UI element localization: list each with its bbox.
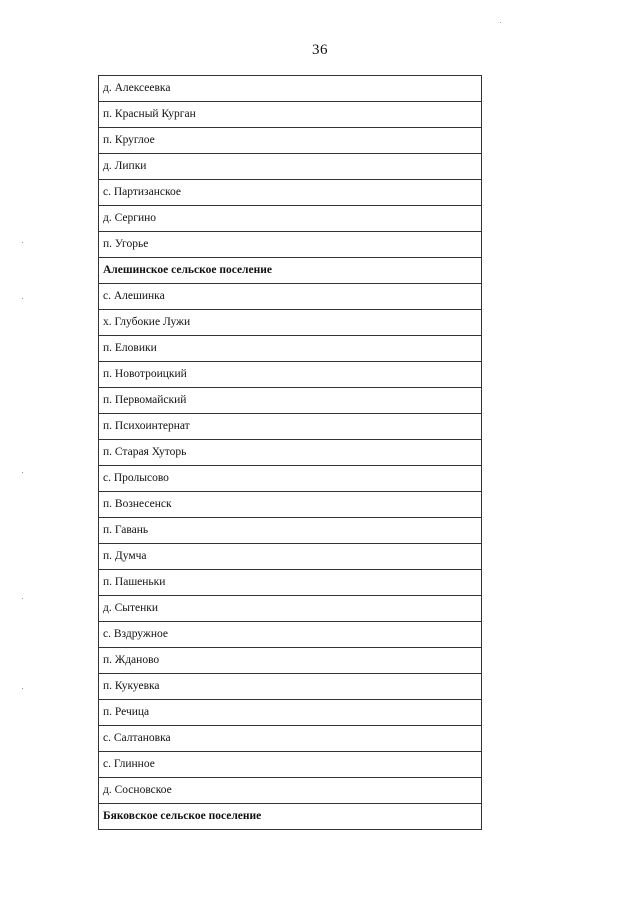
- table-row: [99, 700, 482, 726]
- table-row: [99, 310, 482, 336]
- settlement-cell: п. Красный Курган: [99, 102, 482, 128]
- table-row: [99, 362, 482, 388]
- settlement-cell: с. Пролысово: [99, 466, 482, 492]
- scan-speck: [22, 688, 23, 689]
- settlement-cell: п. Речица: [99, 700, 482, 726]
- table-row: [99, 596, 482, 622]
- settlement-cell: п. Гавань: [99, 518, 482, 544]
- settlement-cell: д. Сытенки: [99, 596, 482, 622]
- settlement-cell: п. Старая Хуторь: [99, 440, 482, 466]
- table-row: [99, 544, 482, 570]
- table-row: [99, 206, 482, 232]
- settlements-table: [98, 75, 482, 830]
- settlement-cell: с. Глинное: [99, 752, 482, 778]
- table-row: [99, 154, 482, 180]
- settlement-cell: п. Психоинтернат: [99, 414, 482, 440]
- table-row: [99, 466, 482, 492]
- table-row: [99, 648, 482, 674]
- settlement-cell: д. Сосновское: [99, 778, 482, 804]
- settlement-cell: п. Вознесенск: [99, 492, 482, 518]
- settlements-table-body: [99, 76, 482, 830]
- settlement-cell: п. Круглое: [99, 128, 482, 154]
- settlement-cell: п. Первомайский: [99, 388, 482, 414]
- table-row: [99, 232, 482, 258]
- settlement-cell: с. Салтановка: [99, 726, 482, 752]
- settlement-cell: с. Алешинка: [99, 284, 482, 310]
- table-row: [99, 388, 482, 414]
- table-row: [99, 674, 482, 700]
- table-row: [99, 414, 482, 440]
- table-row: [99, 726, 482, 752]
- table-row: [99, 284, 482, 310]
- scan-speck: [22, 598, 23, 599]
- settlement-cell: п. Новотроицкий: [99, 362, 482, 388]
- settlement-cell: х. Глубокие Лужи: [99, 310, 482, 336]
- scan-speck: [22, 472, 23, 473]
- scan-speck: [500, 22, 501, 23]
- settlement-cell: п. Еловики: [99, 336, 482, 362]
- table-row: [99, 336, 482, 362]
- table-row: [99, 518, 482, 544]
- table-row: [99, 492, 482, 518]
- table-row: [99, 570, 482, 596]
- settlement-cell: п. Кукуевка: [99, 674, 482, 700]
- section-header-row: [99, 804, 482, 830]
- settlement-cell: п. Угорье: [99, 232, 482, 258]
- scan-speck: [22, 242, 23, 243]
- settlement-cell: п. Пашеньки: [99, 570, 482, 596]
- table-row: [99, 128, 482, 154]
- section-header-cell: Алешинское сельское поселение: [99, 258, 482, 284]
- page-number: 36: [312, 42, 328, 58]
- table-row: [99, 440, 482, 466]
- settlement-cell: п. Жданово: [99, 648, 482, 674]
- table-row: [99, 752, 482, 778]
- section-header-cell: Бяковское сельское поселение: [99, 804, 482, 830]
- table-row: [99, 76, 482, 102]
- settlement-cell: п. Думча: [99, 544, 482, 570]
- settlement-cell: д. Сергино: [99, 206, 482, 232]
- scan-speck: [22, 298, 23, 299]
- section-header-row: [99, 258, 482, 284]
- settlement-cell: с. Партизанское: [99, 180, 482, 206]
- settlement-cell: с. Вздружное: [99, 622, 482, 648]
- table-row: [99, 102, 482, 128]
- table-row: [99, 180, 482, 206]
- table-row: [99, 778, 482, 804]
- settlement-cell: д. Липки: [99, 154, 482, 180]
- table-row: [99, 622, 482, 648]
- settlement-cell: д. Алексеевка: [99, 76, 482, 102]
